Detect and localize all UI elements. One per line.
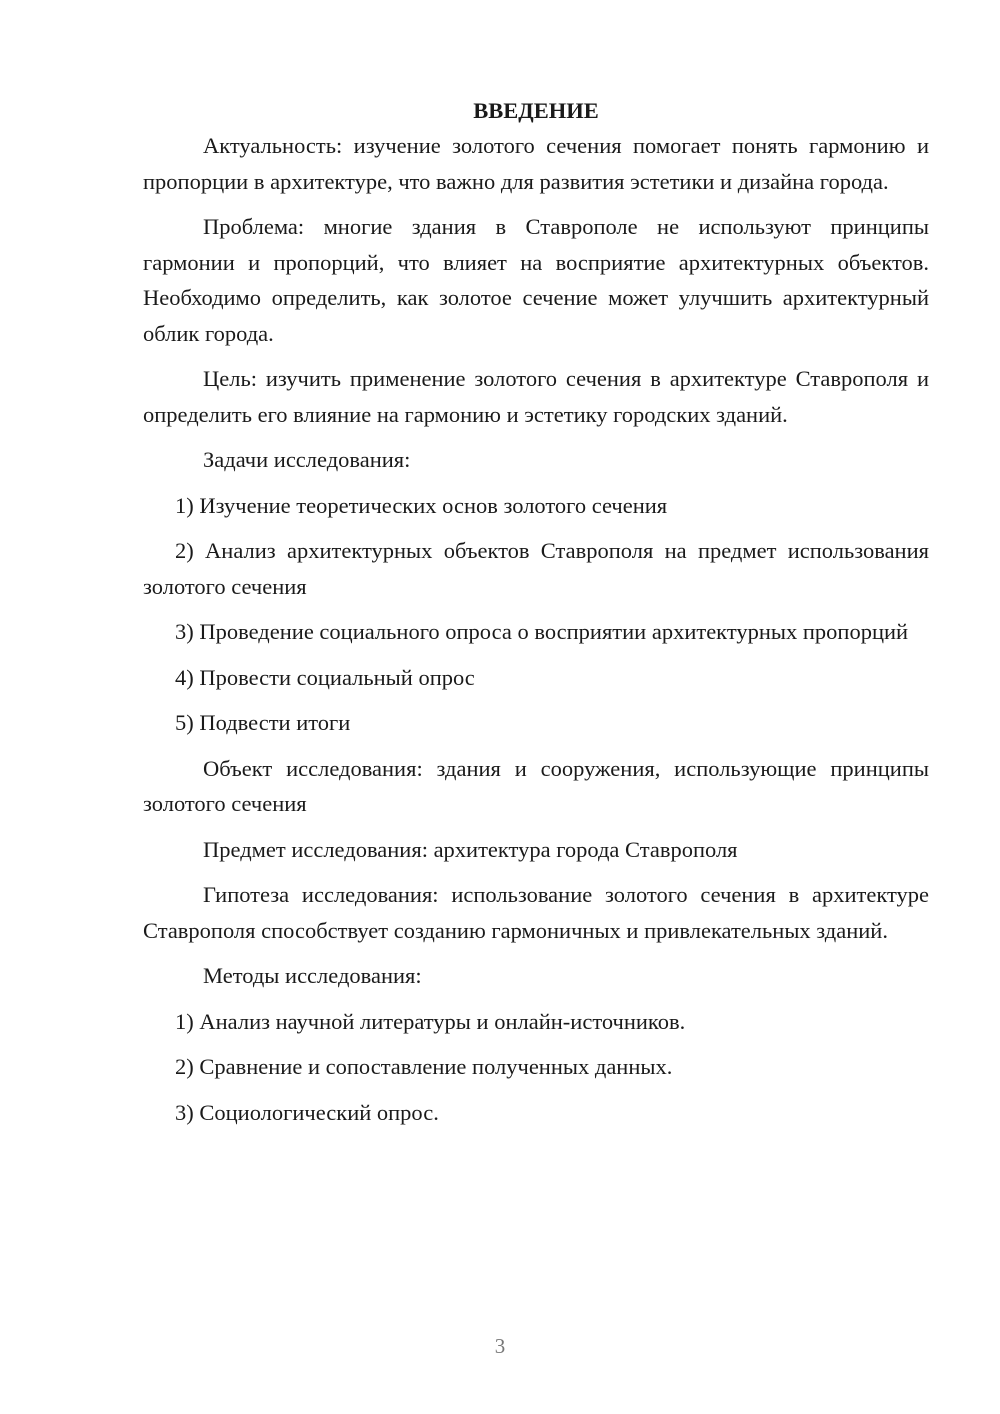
methods-heading: Методы исследования: xyxy=(203,963,422,988)
hypothesis-paragraph: Гипотеза исследования: использование золотого сечения в архитектуре Ставрополя способствует созданию гармоничных и привлекательных зданий. xyxy=(143,882,929,943)
object-paragraph: Объект исследования: здания и сооружения, использующие принципы золотого сечения xyxy=(143,755,929,816)
method-item: 1) Анализ научной литературы и онлайн-источников. xyxy=(175,1008,686,1034)
task-item: 4) Провести социальный опрос xyxy=(175,664,475,690)
document-page xyxy=(143,96,929,1140)
task-item: 3) Проведение социального опроса о восприятии архитектурных пропорций xyxy=(175,619,909,644)
subject-paragraph: Предмет исследования: архитектура города Ставрополя xyxy=(203,836,738,862)
goal-paragraph: Цель: изучить применение золотого сечения в архитектуре Ставрополя и определить его влияние на гармонию и эстетику городских зданий. xyxy=(143,366,929,427)
task-item: 2) Анализ архитектурных объектов Ставрополя на предмет использования золотого сечения xyxy=(143,538,929,599)
task-item: 5) Подвести итоги xyxy=(175,710,351,735)
method-item: 3) Социологический опрос. xyxy=(175,1099,439,1125)
task-item: 1) Изучение теоретических основ золотого сечения xyxy=(175,492,668,518)
problem-paragraph: Проблема: многие здания в Ставрополе не используют принципы гармонии и пропорций, что влияет на восприятие архитектурных объектов. Необходимо определить, как золотое сечение может улучшить архитектурный облик города. xyxy=(143,214,929,346)
method-item: 2) Сравнение и сопоставление полученных данных. xyxy=(175,1054,673,1079)
page-number: 3 xyxy=(494,1334,506,1358)
tasks-heading: Задачи исследования: xyxy=(203,447,411,472)
relevance-paragraph: Актуальность: изучение золотого сечения помогает понять гармонию и пропорции в архитектуре, что важно для развития эстетики и дизайна города. xyxy=(143,133,929,194)
section-title: ВВЕДЕНИЕ xyxy=(473,98,599,123)
